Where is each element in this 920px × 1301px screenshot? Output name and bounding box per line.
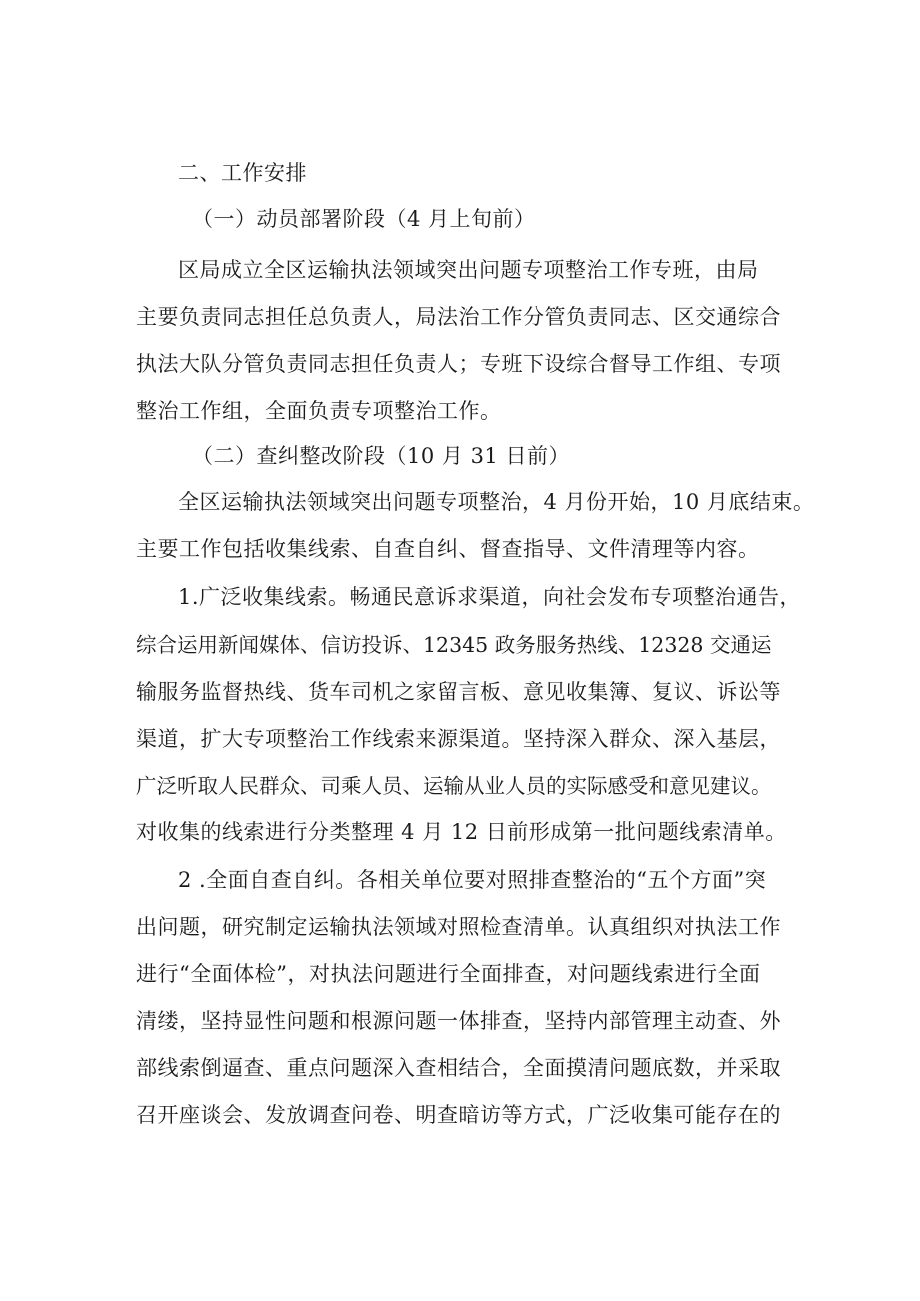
- paragraph-line: 渠道，扩大专项整治工作线索来源渠道。坚持深入群众、深入基层，: [136, 727, 781, 751]
- section-heading: 二、工作安排: [178, 161, 307, 185]
- paragraph-line: 部线索倒逼查、重点问题深入查相结合，全面摸清问题底数，并采取: [136, 1056, 781, 1080]
- paragraph-line: 全区运输执法领域突出问题专项整治，4 月份开始，10 月底结束。: [178, 490, 815, 514]
- paragraph-line: 1.广泛收集线索。畅通民意诉求渠道，向社会发布专项整治通告，: [178, 585, 802, 609]
- paragraph-line: 召开座谈会、发放调查问卷、明查暗访等方式，广泛收集可能存在的: [136, 1103, 781, 1127]
- paragraph-line: 2 .全面自查自纠。各相关单位要对照排查整治的“五个方面”突: [178, 868, 767, 892]
- paragraph-line: 对收集的线索进行分类整理 4 月 12 日前形成第一批问题线索清单。: [136, 820, 787, 844]
- paragraph-line: 进行“全面体检”，对执法问题进行全面排查，对问题线索进行全面: [136, 962, 761, 986]
- subsection-heading-1: （一）动员部署阶段（4 月上旬前）: [192, 207, 536, 231]
- paragraph-line: 出问题，研究制定运输执法领域对照检查清单。认真组织对执法工作: [136, 915, 781, 939]
- paragraph-line: 执法大队分管负责同志担任负责人；专班下设综合督导工作组、专项: [136, 352, 781, 376]
- paragraph-line: 清缕，坚持显性问题和根源问题一体排查，坚持内部管理主动查、外: [136, 1009, 781, 1033]
- paragraph-line: 综合运用新闻媒体、信访投诉、12345 政务服务热线、12328 交通运: [136, 633, 772, 657]
- paragraph-line: 区局成立全区运输执法领域突出问题专项整治工作专班，由局: [178, 258, 759, 282]
- paragraph-line: 主要工作包括收集线索、自查自纠、督查指导、文件清理等内容。: [136, 537, 760, 561]
- paragraph-line: 整治工作组，全面负责专项整治工作。: [136, 399, 502, 423]
- paragraph-line: 广泛听取人民群众、司乘人员、运输从业人员的实际感受和意见建议。: [136, 774, 772, 798]
- paragraph-line: 输服务监督热线、货车司机之家留言板、意见收集簿、复议、诉讼等: [136, 680, 781, 704]
- paragraph-line: 主要负责同志担任总负责人，局法治工作分管负责同志、区交通综合: [136, 305, 781, 329]
- subsection-heading-2: （二）查纠整改阶段（10 月 31 日前）: [192, 444, 570, 468]
